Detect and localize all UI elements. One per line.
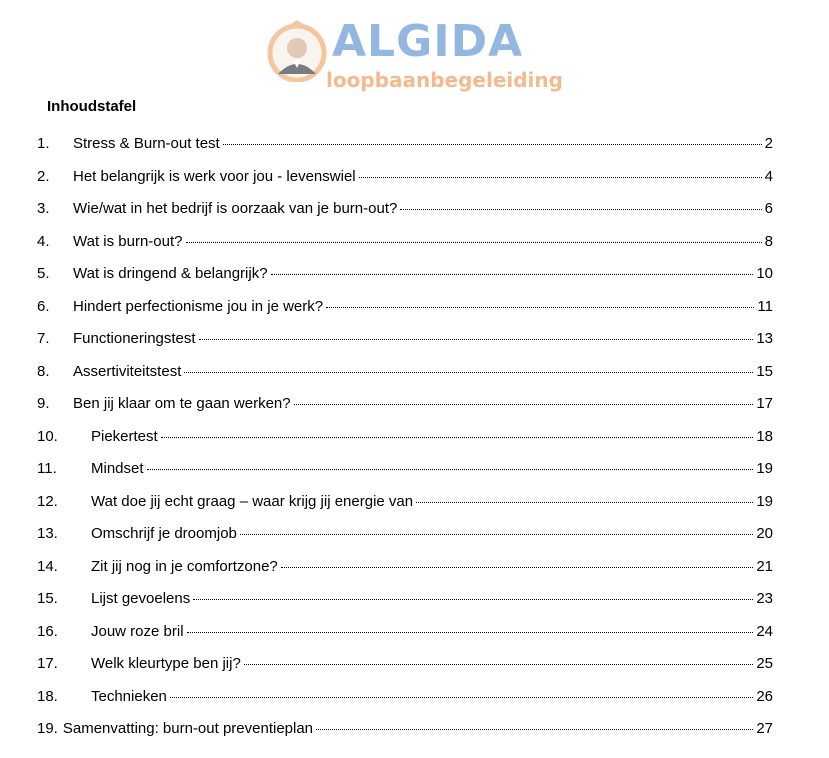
toc-entry[interactable]: [37, 232, 773, 265]
dot-leader: [326, 307, 754, 308]
toc-entry-number: 17.: [37, 655, 58, 672]
toc-entry-number: 8.: [37, 362, 50, 380]
toc-entry-number: 1.: [37, 135, 50, 152]
toc-entry-title: Functioneringstest: [73, 330, 196, 347]
toc-entry[interactable]: [37, 199, 773, 232]
toc-entry-title: Lijst gevoelens: [91, 590, 191, 607]
toc-entry-title: Omschrijf je droomjob: [91, 525, 237, 542]
toc-entry-page-number: 23: [756, 590, 773, 607]
toc-entry-number: 13.: [37, 525, 58, 542]
dot-leader: [161, 437, 754, 438]
dot-leader: [170, 697, 753, 698]
table-of-contents: [37, 134, 773, 752]
toc-entry-number: 3.: [37, 200, 50, 217]
logo-brand-name: ALGIDA: [332, 16, 524, 67]
toc-entry-page-number: 11: [757, 297, 773, 315]
toc-entry[interactable]: [37, 427, 773, 460]
toc-entry-number: 4.: [37, 232, 50, 250]
toc-entry-number: 10.: [37, 427, 58, 445]
toc-entry-link[interactable]: [73, 199, 773, 219]
toc-entry-link[interactable]: [91, 622, 773, 642]
toc-entry-link[interactable]: [91, 492, 773, 512]
toc-entry-title: Ben jij klaar om te gaan werken?: [73, 395, 291, 412]
dot-leader: [186, 242, 762, 243]
toc-entry[interactable]: [37, 622, 773, 655]
dot-leader: [244, 664, 754, 665]
toc-entry-link[interactable]: [73, 134, 773, 154]
dot-leader: [147, 469, 754, 470]
toc-entry[interactable]: [37, 459, 773, 492]
toc-entry[interactable]: [37, 492, 773, 525]
toc-entry-title: Wie/wat in het bedrijf is oorzaak van je burn-out?: [73, 200, 398, 217]
toc-entry-number: 15.: [37, 590, 58, 607]
dot-leader: [240, 534, 753, 535]
toc-entry-number: 18.: [37, 687, 58, 705]
toc-entry-number: 16.: [37, 622, 58, 640]
toc-entry-page-number: 2: [764, 135, 773, 152]
toc-entry-title: Samenvatting: burn-out preventieplan: [62, 720, 314, 737]
toc-entry-title: Stress & Burn-out test: [73, 135, 220, 152]
toc-heading: Inhoudstafel: [47, 98, 137, 115]
toc-entry-page-number: 19: [756, 460, 773, 477]
toc-entry-page-number: 13: [756, 330, 773, 347]
toc-entry-link[interactable]: [91, 589, 773, 609]
toc-entry[interactable]: [37, 297, 773, 330]
toc-entry[interactable]: [37, 362, 773, 395]
dot-leader: [359, 177, 762, 178]
toc-entry[interactable]: [37, 654, 773, 687]
toc-entry[interactable]: [37, 719, 773, 752]
toc-entry-number: 6.: [37, 297, 50, 315]
toc-entry-link[interactable]: [73, 167, 773, 187]
toc-entry-page-number: 6: [764, 200, 773, 217]
toc-entry-page-number: 21: [756, 557, 773, 575]
toc-entry-number: 19.: [37, 720, 58, 737]
toc-entry-link[interactable]: [73, 297, 773, 317]
toc-entry[interactable]: [37, 329, 773, 362]
toc-entry-title: Assertiviteitstest: [73, 362, 182, 380]
toc-entry-title: Welk kleurtype ben jij?: [91, 655, 241, 672]
toc-entry-link[interactable]: [73, 362, 773, 382]
toc-entry-number: 12.: [37, 492, 58, 510]
toc-entry[interactable]: [37, 264, 773, 297]
toc-entry-title: Hindert perfectionisme jou in je werk?: [73, 297, 324, 315]
toc-entry[interactable]: [37, 394, 773, 427]
dot-leader: [187, 632, 754, 633]
algida-logo: [266, 16, 563, 96]
toc-entry-page-number: 20: [756, 525, 773, 542]
toc-entry-link[interactable]: [63, 719, 773, 739]
toc-entry-page-number: 27: [756, 720, 773, 737]
toc-entry-link[interactable]: [73, 329, 773, 349]
toc-entry-link[interactable]: [91, 427, 773, 447]
toc-entry[interactable]: [37, 524, 773, 557]
toc-entry-page-number: 4: [764, 167, 773, 185]
toc-entry-title: Technieken: [91, 687, 167, 705]
dot-leader: [184, 372, 753, 373]
dot-leader: [416, 502, 753, 503]
toc-entry-title: Wat doe jij echt graag – waar krijg jij energie van: [91, 492, 414, 510]
toc-entry-link[interactable]: [91, 654, 773, 674]
toc-entry-title: Het belangrijk is werk voor jou - levenswiel: [73, 167, 356, 185]
toc-entry[interactable]: [37, 687, 773, 720]
dot-leader: [193, 599, 753, 600]
toc-entry-link[interactable]: [91, 687, 773, 707]
toc-entry-page-number: 19: [756, 492, 773, 510]
toc-entry-page-number: 17: [756, 395, 773, 412]
toc-entry-title: Zit jij nog in je comfortzone?: [91, 557, 278, 575]
portrait-ring-icon: [266, 20, 328, 82]
toc-entry-title: Wat is burn-out?: [73, 232, 183, 250]
toc-entry-link[interactable]: [91, 459, 773, 479]
toc-entry-link[interactable]: [91, 524, 773, 544]
toc-entry[interactable]: [37, 589, 773, 622]
toc-entry-number: 11.: [37, 460, 57, 477]
toc-entry-page-number: 8: [764, 232, 773, 250]
toc-entry-link[interactable]: [73, 394, 773, 414]
dot-leader: [400, 209, 761, 210]
toc-entry[interactable]: [37, 134, 773, 167]
toc-entry-number: 14.: [37, 557, 58, 575]
dot-leader: [316, 729, 753, 730]
toc-entry-link[interactable]: [91, 557, 773, 577]
toc-entry-page-number: 10: [756, 265, 773, 282]
toc-entry-number: 5.: [37, 265, 50, 282]
toc-entry-page-number: 26: [756, 687, 773, 705]
dot-leader: [223, 144, 762, 145]
toc-entry-title: Jouw roze bril: [91, 622, 184, 640]
logo-tagline: loopbaanbegeleiding: [326, 68, 563, 92]
toc-entry[interactable]: [37, 167, 773, 200]
toc-entry-page-number: 15: [756, 362, 773, 380]
toc-entry-link[interactable]: [73, 264, 773, 284]
dot-leader: [271, 274, 754, 275]
toc-entry-title: Piekertest: [91, 427, 158, 445]
toc-entry-title: Wat is dringend & belangrijk?: [73, 265, 268, 282]
toc-entry-page-number: 25: [756, 655, 773, 672]
toc-entry-number: 7.: [37, 330, 50, 347]
dot-leader: [281, 567, 754, 568]
toc-entry-number: 9.: [37, 395, 50, 412]
toc-entry-page-number: 18: [756, 427, 773, 445]
toc-entry-title: Mindset: [91, 460, 144, 477]
toc-entry-page-number: 24: [756, 622, 773, 640]
dot-leader: [294, 404, 754, 405]
dot-leader: [199, 339, 754, 340]
toc-entry-number: 2.: [37, 167, 50, 185]
toc-entry-link[interactable]: [73, 232, 773, 252]
toc-entry[interactable]: [37, 557, 773, 590]
